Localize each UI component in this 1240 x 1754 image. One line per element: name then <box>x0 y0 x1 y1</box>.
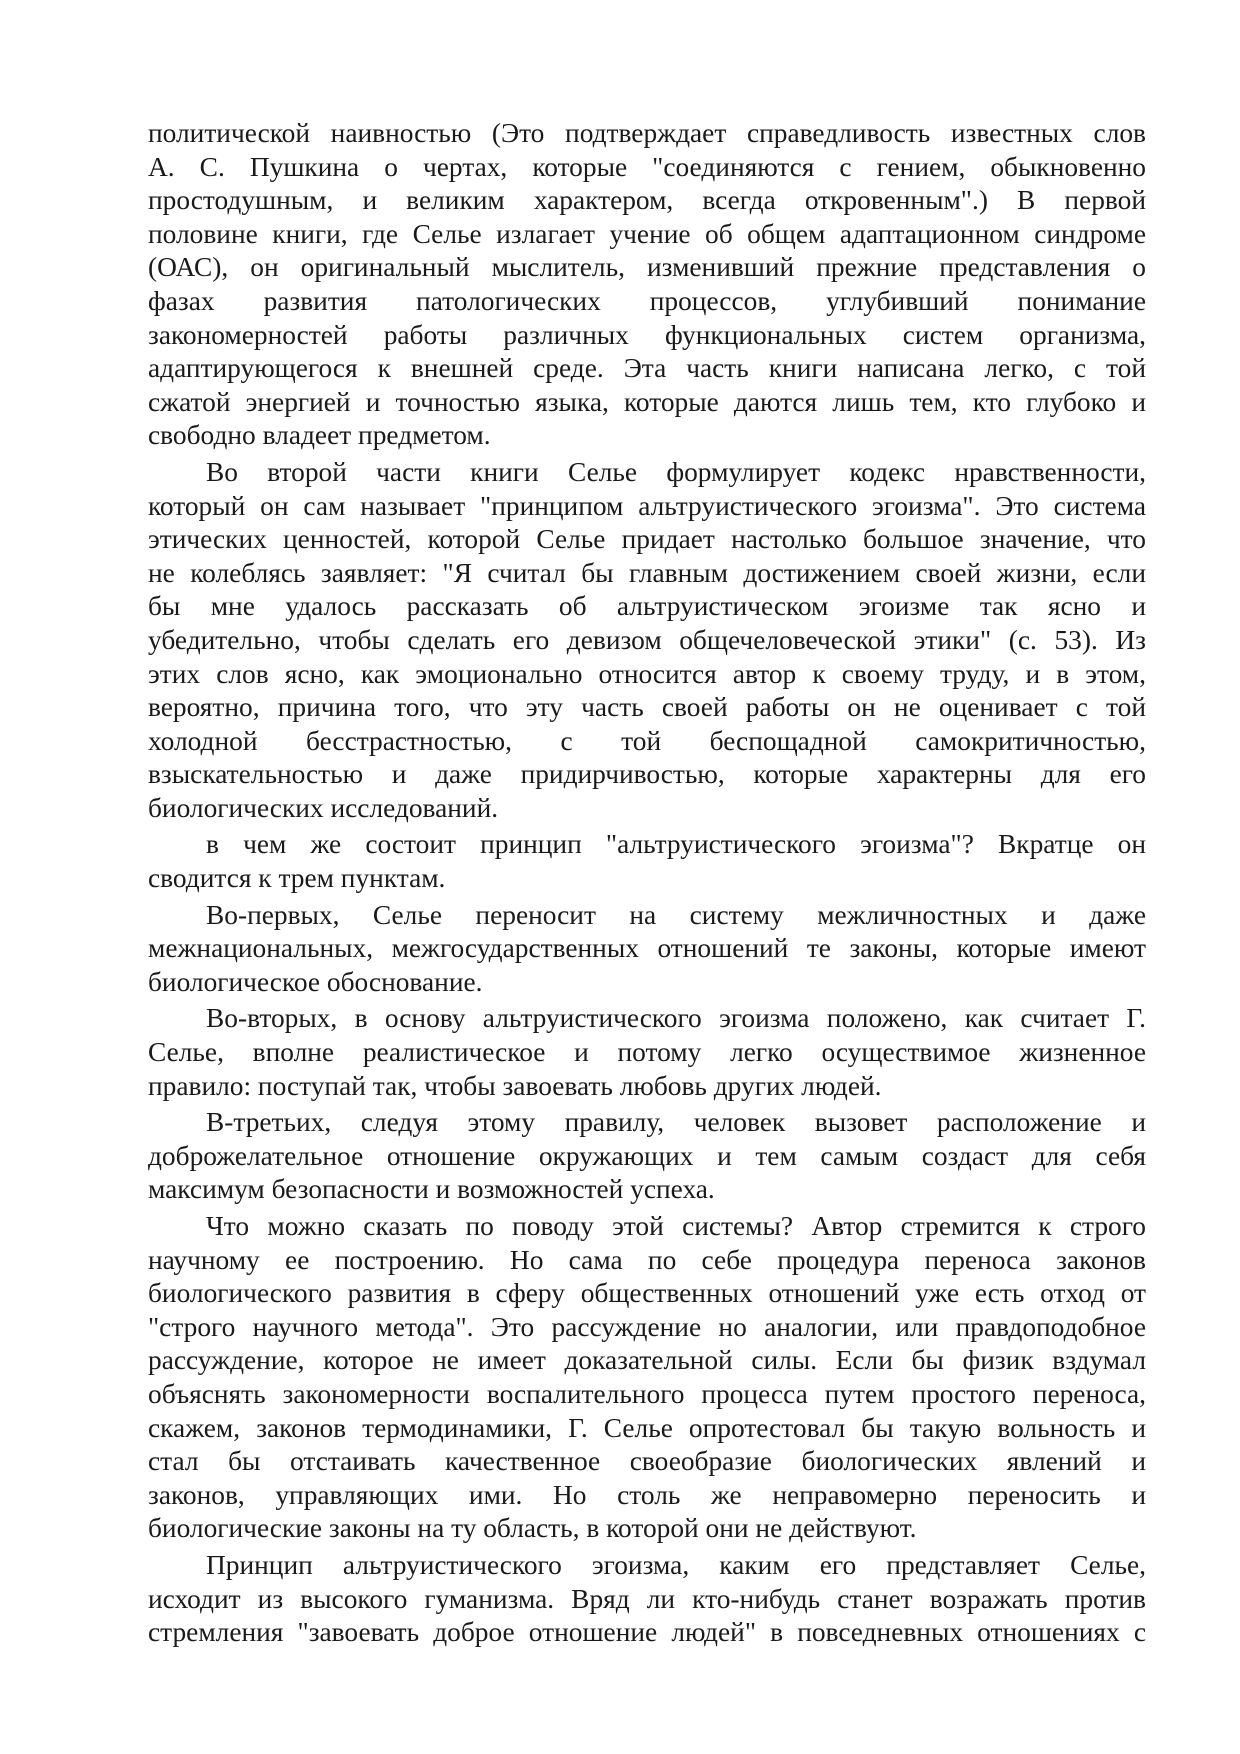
text-line: стал бы отстаивать качественное своеобразие биологических явлений и <box>148 1446 1146 1477</box>
text-line: стремления "завоевать доброе отношение людей" в повседневных отношениях с <box>148 1617 1146 1648</box>
text-line: фазах развития патологических процессов, углубивший понимание <box>148 285 1146 316</box>
text-line: сжатой энергией и точностью языка, которые даются лишь тем, кто глубоко и <box>148 386 1146 417</box>
text-line: холодной бесстрастностью, с той беспощадной самокритичностью, <box>148 725 1146 756</box>
text-line: Во второй части книги Селье формулирует кодекс нравственности, <box>206 456 1146 487</box>
text-line: доброжелательное отношение окружающих и тем самым создаст для себя <box>148 1140 1146 1171</box>
text-line: научному ее построению. Но сама по себе процедура переноса законов <box>148 1244 1146 1275</box>
text-line: (ОАС), он оригинальный мыслитель, изменивший прежние представления о <box>148 252 1146 283</box>
text-line: Во-вторых, в основу альтруистического эгоизма положено, как считает Г. <box>206 1003 1146 1034</box>
paragraph <box>148 899 1146 1000</box>
paragraph <box>148 456 1146 826</box>
text-line: межнациональных, межгосударственных отношений те законы, которые имеют <box>148 933 1146 964</box>
text-line: простодушным, и великим характером, всегда откровенным".) В первой <box>148 185 1146 216</box>
text-line: не колеблясь заявляет: "Я считал бы главным достижением своей жизни, если <box>148 557 1146 588</box>
text-line: который он сам называет "принципом альтруистического эгоизма". Это система <box>148 490 1146 521</box>
text-line: этих слов ясно, как эмоционально относится автор к своему труду, и в этом, <box>148 658 1146 689</box>
text-line: Селье, вполне реалистическое и потому легко осуществимое жизненное <box>148 1037 1146 1068</box>
text-line: Во-первых, Селье переносит на систему межличностных и даже <box>206 899 1146 930</box>
paragraph <box>148 828 1146 895</box>
paragraph <box>148 1210 1146 1546</box>
text-line: политической наивностью (Это подтверждает справедливость известных слов <box>148 118 1146 148</box>
text-line: исходит из высокого гуманизма. Вряд ли кто-нибудь станет возражать против <box>148 1583 1146 1614</box>
text-line: биологическое обоснование. <box>148 966 483 997</box>
text-line: Принцип альтруистического эгоизма, каким его представляет Селье, <box>206 1549 1146 1580</box>
text-line: В-третьих, следуя этому правилу, человек вызовет расположение и <box>206 1107 1146 1138</box>
text-line: Что можно сказать по поводу этой системы? Автор стремится к строго <box>206 1211 1146 1241</box>
text-line: закономерностей работы различных функциональных систем организма, <box>148 319 1146 350</box>
text-line: половине книги, где Селье излагает учение об общем адаптационном синдроме <box>148 218 1146 249</box>
text-line: убедительно, чтобы сделать его девизом общечеловеческой этики" (с. 53). Из <box>148 624 1146 655</box>
text-line: правило: поступай так, чтобы завоевать любовь других людей. <box>148 1070 882 1101</box>
text-line: А. С. Пушкина о чертах, которые "соединяются с гением, обыкновенно <box>148 151 1146 182</box>
document-body-text <box>148 117 1146 1650</box>
paragraph <box>148 117 1146 453</box>
paragraph <box>148 1549 1146 1650</box>
paragraph <box>148 1002 1146 1103</box>
text-line: этических ценностей, которой Селье придает настолько большое значение, что <box>148 524 1146 555</box>
text-line: в чем же состоит принцип "альтруистического эгоизма"? Вкратце он <box>206 829 1146 860</box>
text-line: свободно владеет предметом. <box>148 420 491 451</box>
text-line: объяснять закономерности воспалительного процесса путем простого переноса, <box>148 1378 1146 1409</box>
text-line: взыскательностью и даже придирчивостью, которые характерны для его <box>148 759 1146 790</box>
text-line: вероятно, причина того, что эту часть своей работы он не оценивает с той <box>148 692 1146 723</box>
text-line: скажем, законов термодинамики, Г. Селье опротестовал бы такую вольность и <box>148 1412 1146 1443</box>
text-line: биологических исследований. <box>148 792 499 823</box>
text-line: адаптирующегося к внешней среде. Эта часть книги написана легко, с той <box>148 353 1146 384</box>
text-line: рассуждение, которое не имеет доказательной силы. Если бы физик вздумал <box>148 1345 1146 1376</box>
text-line: максимум безопасности и возможностей успеха. <box>148 1174 715 1205</box>
text-line: биологические законы на ту область, в которой они не действуют. <box>148 1513 917 1544</box>
text-line: сводится к трем пунктам. <box>148 863 446 894</box>
text-line: законов, управляющих ими. Но столь же неправомерно переносить и <box>148 1479 1146 1510</box>
text-line: бы мне удалось рассказать об альтруистическом эгоизме так ясно и <box>148 591 1146 622</box>
text-line: биологического развития в сферу общественных отношений уже есть отход от <box>148 1278 1146 1309</box>
text-line: "строго научного метода". Это рассуждение но аналогии, или правдоподобное <box>148 1311 1146 1342</box>
paragraph <box>148 1106 1146 1207</box>
